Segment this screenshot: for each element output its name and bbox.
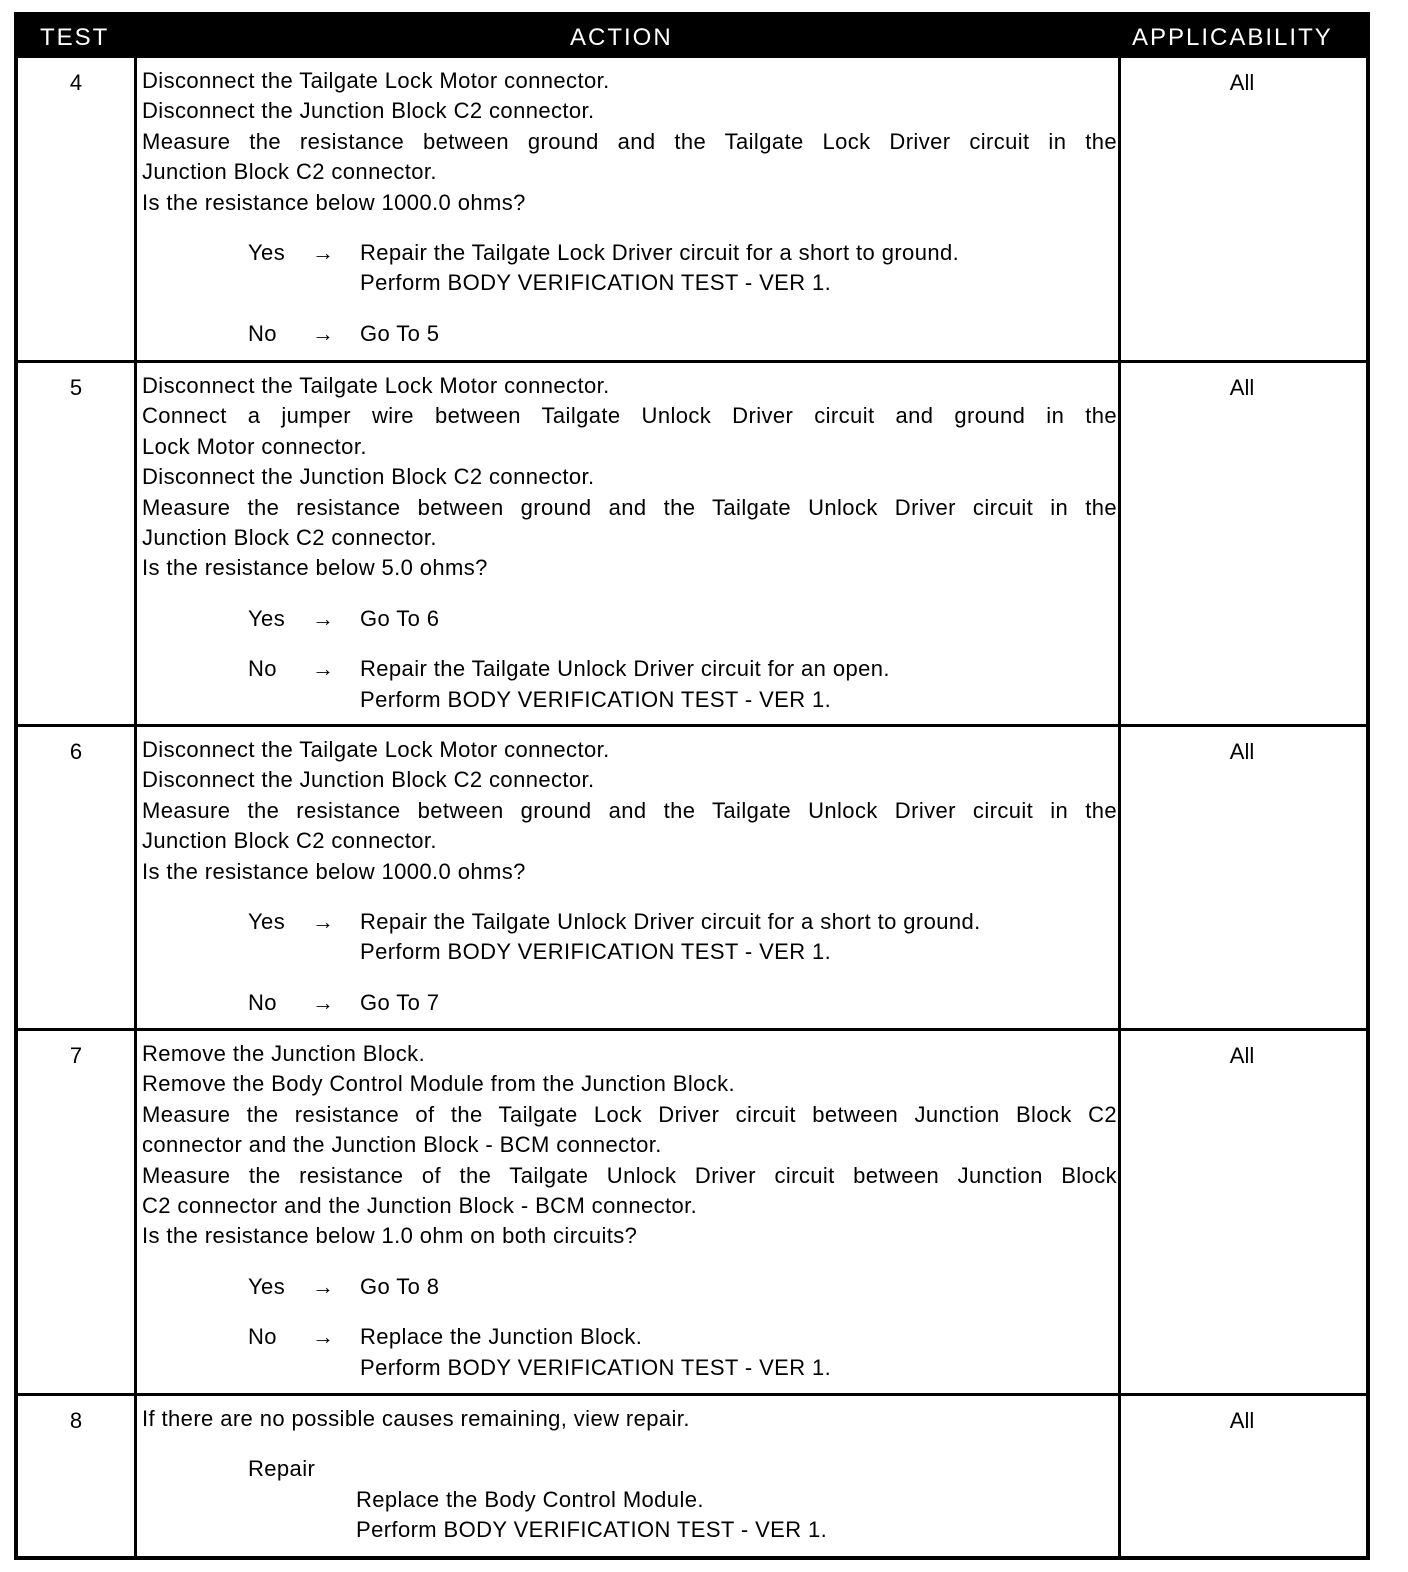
table-row — [18, 1028, 1366, 1393]
action-line: connector and the Junction Block - BCM connector. — [142, 1132, 662, 1158]
header-action: ACTION — [570, 24, 673, 51]
repair-label: Repair — [248, 1456, 316, 1482]
result-line: Repair the Tailgate Lock Driver circuit for a short to ground. — [360, 240, 960, 266]
no-label: No — [248, 656, 277, 682]
table-header — [18, 16, 1366, 58]
action-line: Measure the resistance between ground and the Tailgate Unlock Driver circuit in the — [142, 494, 1117, 520]
arrow-right-icon: → — [312, 240, 335, 266]
yes-label: Yes — [248, 909, 286, 935]
action-line: Junction Block C2 connector. — [142, 525, 437, 551]
no-result-text — [360, 1322, 1117, 1383]
applicability-value: All — [1229, 70, 1255, 95]
yes-result — [142, 907, 1117, 968]
action-cell — [142, 735, 1117, 1018]
table-row — [18, 724, 1366, 1028]
action-line: Junction Block C2 connector. — [142, 828, 437, 854]
result-line: Go To 6 — [360, 605, 440, 631]
action-line: Junction Block C2 connector. — [142, 159, 437, 185]
repair-line: Replace the Body Control Module. — [356, 1486, 704, 1512]
no-result — [142, 988, 1117, 1018]
action-line: Remove the Body Control Module from the Junction Block. — [142, 1071, 736, 1097]
no-result — [142, 1322, 1117, 1383]
arrow-right-icon: → — [312, 656, 335, 682]
arrow-right-icon: → — [312, 1324, 335, 1350]
action-line: C2 connector and the Junction Block - BCM connector. — [142, 1193, 698, 1219]
repair-text — [356, 1485, 1117, 1546]
arrow-right-icon: → — [312, 320, 335, 346]
result-line: Go To 7 — [360, 989, 440, 1015]
applicability-value: All — [1229, 739, 1255, 764]
no-result — [142, 654, 1117, 715]
arrow-right-icon: → — [312, 909, 335, 935]
yes-result — [142, 1272, 1117, 1302]
yes-label: Yes — [248, 1273, 286, 1299]
action-cell — [142, 66, 1117, 349]
yes-result — [142, 238, 1117, 299]
action-line: Lock Motor connector. — [142, 433, 367, 459]
column-divider — [134, 58, 137, 1560]
applicability-value: All — [1229, 1043, 1255, 1068]
no-result-text — [360, 988, 1117, 1018]
no-result-text — [360, 654, 1117, 715]
test-number: 4 — [69, 70, 83, 95]
action-line: If there are no possible causes remaining, view repair. — [142, 1406, 690, 1431]
arrow-right-icon: → — [312, 989, 335, 1015]
action-line: Disconnect the Junction Block C2 connector. — [142, 464, 595, 490]
action-line: Is the resistance below 1000.0 ohms? — [142, 858, 526, 884]
result-line: Perform BODY VERIFICATION TEST - VER 1. — [360, 939, 832, 965]
yes-result-text — [360, 604, 1117, 634]
no-label: No — [248, 320, 277, 346]
test-number: 6 — [69, 739, 83, 764]
result-line: Repair the Tailgate Unlock Driver circuit for a short to ground. — [360, 909, 981, 935]
action-line: Measure the resistance of the Tailgate Unlock Driver circuit between Junction Block — [142, 1162, 1117, 1188]
action-line: Disconnect the Tailgate Lock Motor connector. — [142, 737, 610, 762]
action-line: Measure the resistance between ground and the Tailgate Unlock Driver circuit in the — [142, 797, 1117, 823]
result-line: Perform BODY VERIFICATION TEST - VER 1. — [360, 270, 832, 296]
action-line: Disconnect the Junction Block C2 connector. — [142, 98, 595, 124]
yes-result-text — [360, 1272, 1117, 1302]
result-line: Replace the Junction Block. — [360, 1324, 643, 1350]
yes-label: Yes — [248, 605, 286, 631]
test-number: 7 — [69, 1043, 83, 1068]
action-cell — [142, 1404, 1117, 1546]
action-line: Disconnect the Tailgate Lock Motor connector. — [142, 373, 610, 398]
test-number: 5 — [69, 375, 83, 400]
header-applicability: APPLICABILITY — [1132, 24, 1333, 51]
table-row — [18, 1393, 1366, 1560]
yes-result-text — [360, 238, 1117, 299]
action-line: Remove the Junction Block. — [142, 1041, 426, 1066]
column-divider — [1118, 58, 1121, 1560]
action-line: Is the resistance below 5.0 ohms? — [142, 555, 488, 581]
applicability-value: All — [1229, 375, 1255, 400]
repair-line: Perform BODY VERIFICATION TEST - VER 1. — [356, 1517, 828, 1543]
no-result-text — [360, 319, 1117, 349]
action-line: Disconnect the Junction Block C2 connector. — [142, 767, 595, 793]
action-line: Is the resistance below 1.0 ohm on both circuits? — [142, 1223, 638, 1249]
action-line: Disconnect the Tailgate Lock Motor connector. — [142, 68, 610, 93]
diagnostic-test-table — [14, 12, 1370, 1560]
action-cell — [142, 1039, 1117, 1383]
arrow-right-icon: → — [312, 605, 335, 631]
table-row — [18, 58, 1366, 360]
arrow-right-icon: → — [312, 1273, 335, 1299]
result-line: Repair the Tailgate Unlock Driver circuit for an open. — [360, 656, 890, 682]
header-test: TEST — [40, 24, 110, 51]
yes-result — [142, 604, 1117, 634]
action-line: Is the resistance below 1000.0 ohms? — [142, 189, 526, 215]
action-line: Connect a jumper wire between Tailgate Unlock Driver circuit and ground in the — [142, 403, 1117, 429]
result-line: Perform BODY VERIFICATION TEST - VER 1. — [360, 686, 832, 712]
action-cell — [142, 371, 1117, 715]
no-label: No — [248, 989, 277, 1015]
yes-label: Yes — [248, 240, 286, 266]
applicability-value: All — [1229, 1408, 1255, 1433]
result-line: Go To 5 — [360, 320, 440, 346]
yes-result-text — [360, 907, 1117, 968]
action-line: Measure the resistance of the Tailgate Lock Driver circuit between Junction Block C2 — [142, 1101, 1117, 1127]
test-number: 8 — [69, 1408, 83, 1433]
result-line: Go To 8 — [360, 1273, 440, 1299]
no-label: No — [248, 1324, 277, 1350]
action-line: Measure the resistance between ground and the Tailgate Lock Driver circuit in the — [142, 128, 1117, 154]
table-row — [18, 360, 1366, 724]
no-result — [142, 319, 1117, 349]
result-line: Perform BODY VERIFICATION TEST - VER 1. — [360, 1354, 832, 1380]
